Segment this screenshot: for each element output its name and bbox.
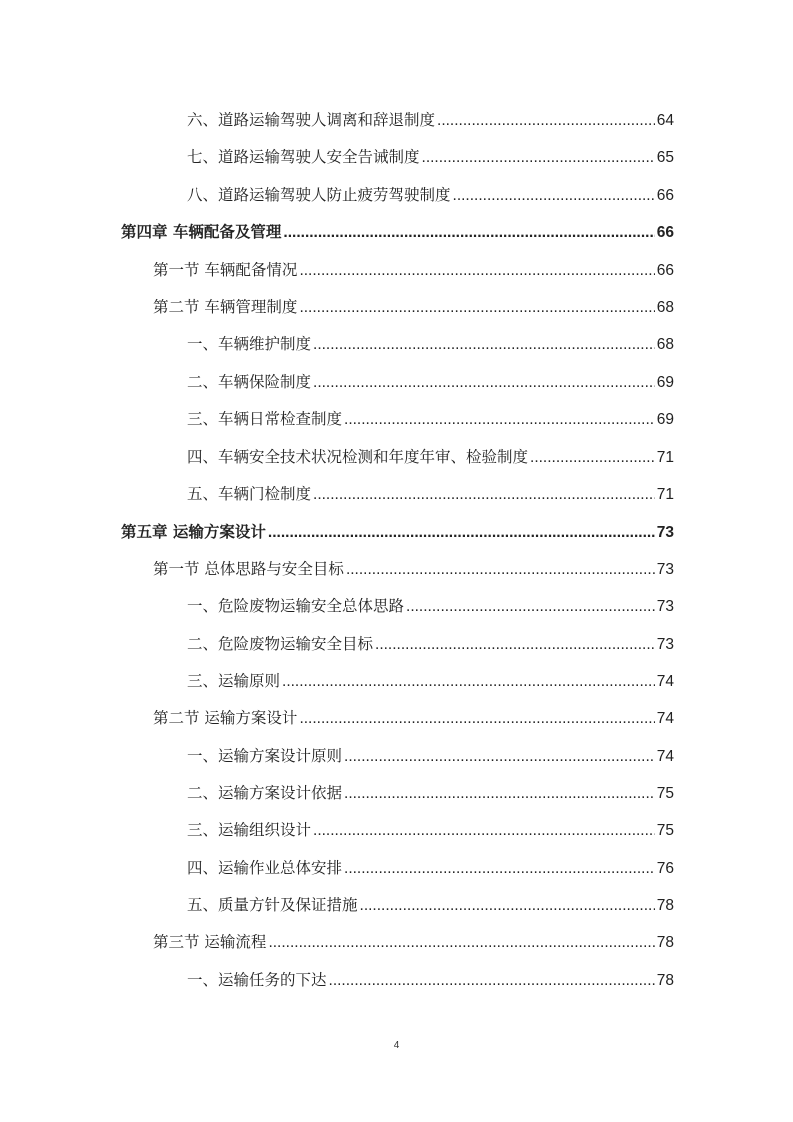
toc-entry-page: 76	[656, 860, 674, 877]
toc-entry-label: 四、运输作业总体安排	[187, 859, 343, 877]
toc-entry[interactable]	[187, 594, 674, 618]
toc-entry[interactable]	[187, 445, 674, 469]
toc-entry[interactable]	[187, 744, 674, 768]
toc-entry-page: 66	[656, 262, 674, 279]
toc-entry-label: 七、道路运输驾驶人安全告诫制度	[187, 148, 420, 166]
dot-leader	[375, 633, 655, 657]
toc-entry-label: 二、车辆保险制度	[187, 373, 312, 391]
toc-entry-label: 六、道路运输驾驶人调离和辞退制度	[187, 111, 436, 129]
toc-entry-label: 一、车辆维护制度	[187, 335, 312, 353]
dot-leader	[344, 857, 655, 881]
toc-entry[interactable]	[187, 893, 674, 917]
toc-entry-page: 68	[656, 336, 674, 353]
dot-leader	[299, 259, 654, 283]
toc-entry-page: 74	[656, 710, 674, 727]
toc-entry-label: 第一节 总体思路与安全目标	[153, 560, 344, 578]
dot-leader	[360, 894, 655, 918]
toc-entry-label: 五、质量方针及保证措施	[187, 896, 358, 914]
dot-leader	[313, 371, 655, 395]
toc-entry[interactable]	[187, 332, 674, 356]
dot-leader	[282, 670, 655, 694]
dot-leader	[283, 221, 654, 245]
toc-entry[interactable]	[187, 145, 674, 169]
toc-entry-label: 三、运输原则	[187, 672, 281, 690]
toc-chapter-entry[interactable]	[121, 520, 674, 544]
toc-entry-page: 69	[656, 411, 674, 428]
toc-entry-label: 第三节 运输流程	[153, 933, 267, 951]
dot-leader	[344, 408, 655, 432]
toc-entry-page: 64	[656, 112, 674, 129]
dot-leader	[313, 483, 655, 507]
dot-leader	[530, 446, 655, 470]
toc-entry[interactable]	[187, 183, 674, 207]
toc-entry-label: 一、运输方案设计原则	[187, 747, 343, 765]
toc-entry[interactable]	[187, 856, 674, 880]
toc-entry-page: 73	[656, 524, 674, 541]
toc-section-entry[interactable]	[153, 930, 674, 954]
dot-leader	[299, 296, 654, 320]
toc-section-entry[interactable]	[153, 295, 674, 319]
toc-entry-label: 三、车辆日常检查制度	[187, 410, 343, 428]
toc-entry-page: 68	[656, 299, 674, 316]
toc-entry[interactable]	[187, 669, 674, 693]
toc-entry-page: 73	[656, 598, 674, 615]
toc-entry[interactable]	[187, 632, 674, 656]
dot-leader	[437, 109, 655, 133]
toc-entry[interactable]	[187, 407, 674, 431]
toc-entry-page: 73	[656, 561, 674, 578]
dot-leader	[313, 333, 655, 357]
toc-entry-label: 一、运输任务的下达	[187, 971, 327, 989]
dot-leader	[299, 707, 654, 731]
toc-entry[interactable]	[187, 968, 674, 992]
dot-leader	[453, 184, 655, 208]
toc-entry-label: 二、运输方案设计依据	[187, 784, 343, 802]
toc-entry-label: 二、危险废物运输安全目标	[187, 635, 374, 653]
toc-section-entry[interactable]	[153, 258, 674, 282]
toc-entry-label: 第五章 运输方案设计	[121, 523, 266, 541]
toc-entry-page: 78	[656, 897, 674, 914]
toc-section-entry[interactable]	[153, 706, 674, 730]
toc-entry-page: 66	[656, 187, 674, 204]
toc-entry-page: 71	[656, 486, 674, 503]
toc-entry-label: 五、车辆门检制度	[187, 485, 312, 503]
toc-entry-label: 第二节 车辆管理制度	[153, 298, 298, 316]
toc-entry-page: 75	[656, 785, 674, 802]
dot-leader	[344, 745, 655, 769]
toc-entry-label: 一、危险废物运输安全总体思路	[187, 597, 405, 615]
toc-entry[interactable]	[187, 482, 674, 506]
dot-leader	[344, 782, 655, 806]
toc-entry-label: 三、运输组织设计	[187, 821, 312, 839]
toc-entry-page: 69	[656, 374, 674, 391]
toc-entry-page: 66	[656, 224, 674, 241]
toc-entry-page: 71	[656, 449, 674, 466]
toc-section-entry[interactable]	[153, 557, 674, 581]
toc-entry[interactable]	[187, 370, 674, 394]
toc-entry-label: 八、道路运输驾驶人防止疲劳驾驶制度	[187, 186, 451, 204]
toc-entry-page: 74	[656, 748, 674, 765]
toc-chapter-entry[interactable]	[121, 220, 674, 244]
dot-leader	[422, 146, 655, 170]
toc-entry-page: 74	[656, 673, 674, 690]
toc-entry-page: 78	[656, 934, 674, 951]
toc-entry-page: 73	[656, 636, 674, 653]
toc-entry[interactable]	[187, 108, 674, 132]
dot-leader	[346, 558, 655, 582]
dot-leader	[268, 931, 654, 955]
toc-entry-label: 第一节 车辆配备情况	[153, 261, 298, 279]
dot-leader	[329, 969, 655, 993]
toc-entry[interactable]	[187, 818, 674, 842]
page-number: 4	[393, 1040, 400, 1051]
toc-entry-page: 78	[656, 972, 674, 989]
toc-entry-label: 四、车辆安全技术状况检测和年度年审、检验制度	[187, 448, 529, 466]
toc-entry-label: 第二节 运输方案设计	[153, 709, 298, 727]
toc-entry[interactable]	[187, 781, 674, 805]
toc-entry-page: 75	[656, 822, 674, 839]
dot-leader	[313, 819, 655, 843]
dot-leader	[268, 521, 655, 545]
dot-leader	[406, 595, 655, 619]
toc-entry-label: 第四章 车辆配备及管理	[121, 223, 282, 241]
toc-entry-page: 65	[656, 149, 674, 166]
